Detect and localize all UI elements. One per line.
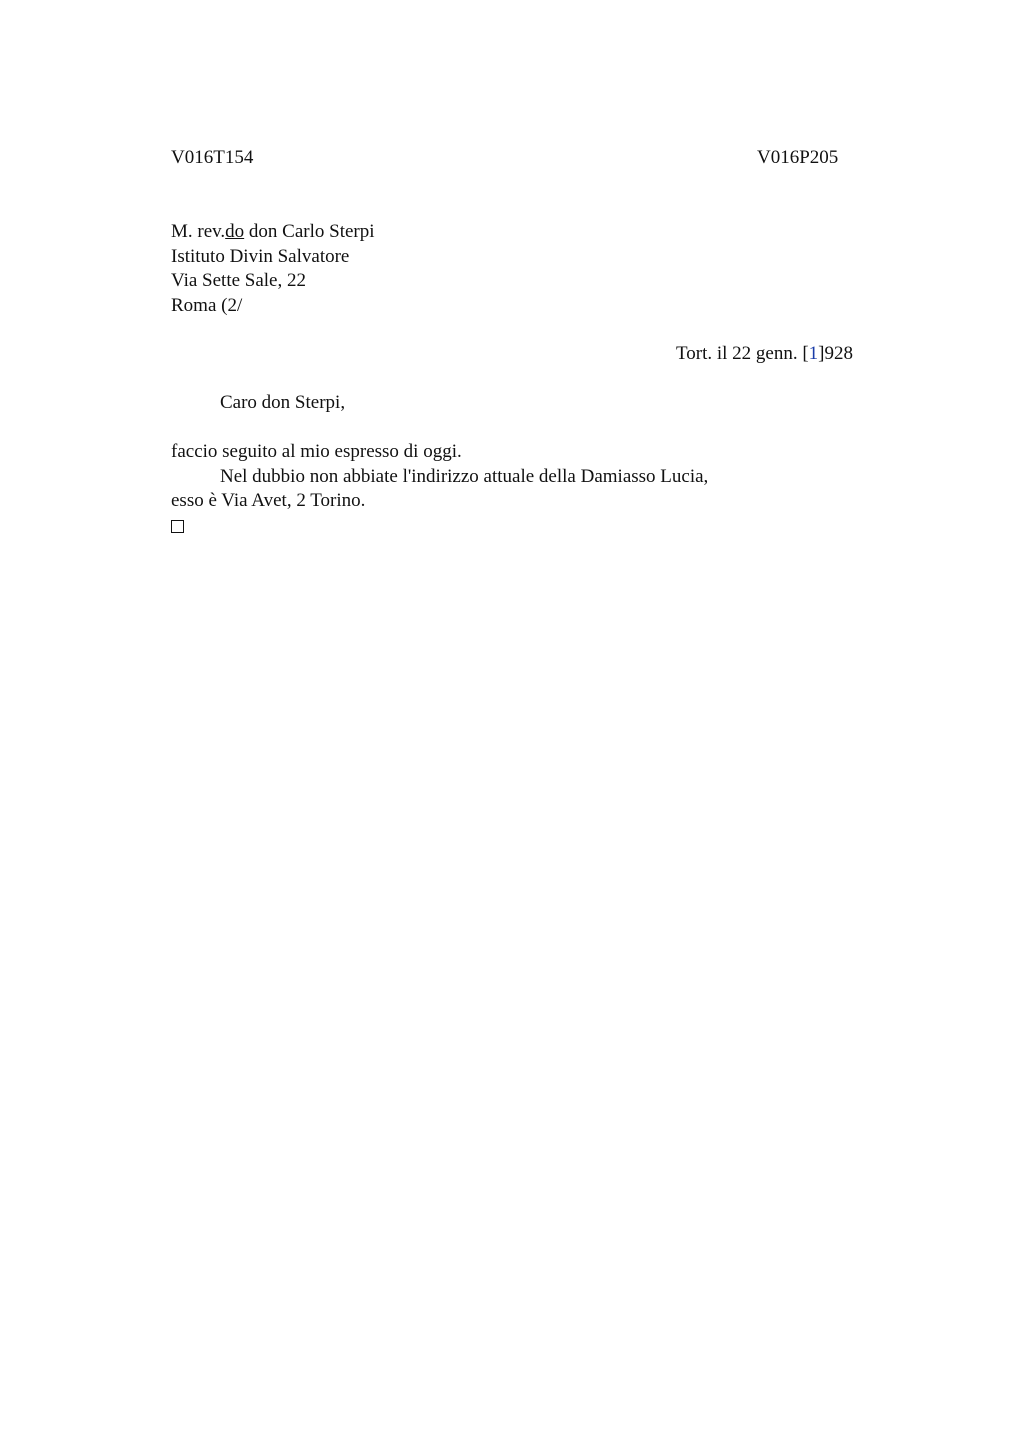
letter-body (171, 440, 871, 540)
end-mark (171, 514, 871, 541)
date-bracket-number: 1 (808, 343, 819, 364)
recipient-address (171, 220, 375, 318)
empty-square-icon (171, 520, 184, 533)
address-recipient-name: don Carlo Sterpi (244, 221, 375, 242)
address-line-4: Roma (2/ (171, 294, 243, 316)
body-line-3: esso è Via Avet, 2 Torino. (171, 490, 366, 511)
address-title-prefix: M. rev. (171, 221, 226, 242)
address-line-1 (171, 220, 375, 245)
document-code-right: V016P205 (757, 147, 839, 168)
address-line-2: Istituto Divin Salvatore (171, 245, 350, 267)
date-prefix: Tort. il 22 genn. [ (675, 343, 809, 364)
body-line-1: faccio seguito al mio espresso di oggi. (171, 441, 462, 462)
letter-salutation: Caro don Sterpi, (220, 392, 346, 413)
address-line-3: Via Sette Sale, 22 (171, 270, 306, 291)
address-title-underlined: do (225, 221, 245, 242)
document-code-left: V016T154 (171, 147, 254, 168)
date-suffix: ]928 (818, 343, 853, 364)
letter-date (676, 342, 853, 366)
body-line-2: Nel dubbio non abbiate l'indirizzo attuale della Damiasso Lucia, (220, 465, 709, 487)
